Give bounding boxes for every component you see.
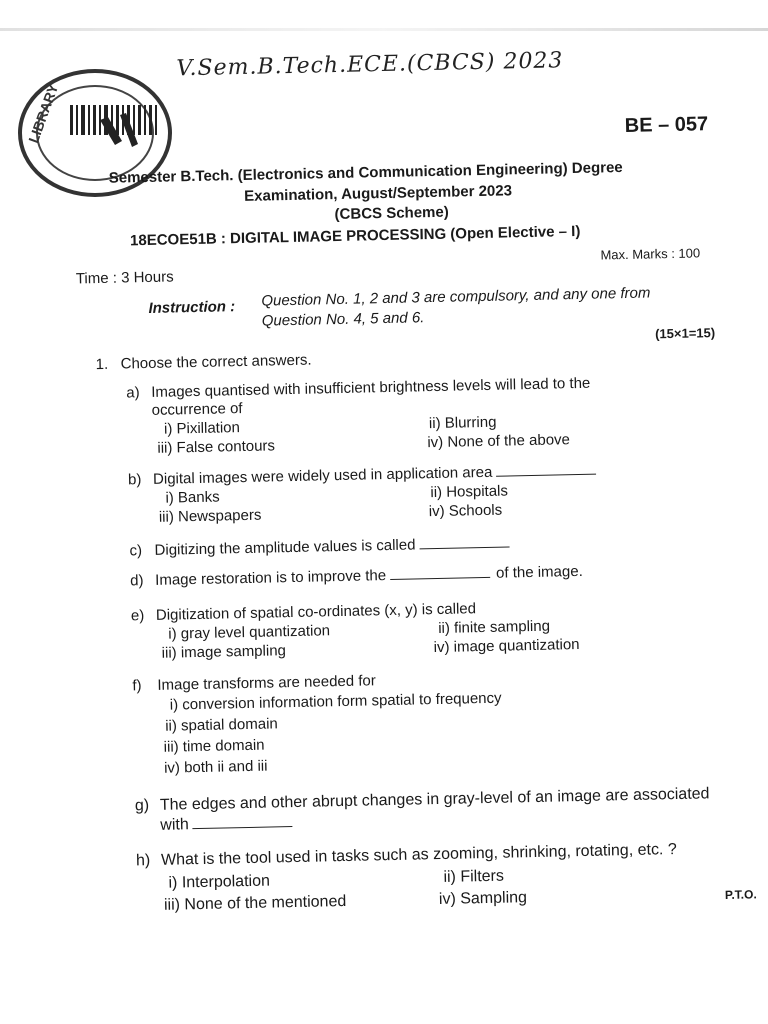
q1-text: Choose the correct answers.: [120, 351, 312, 373]
qc-label: c): [129, 542, 143, 560]
pto-note: P.T.O.: [724, 887, 757, 903]
qh-label: h): [135, 852, 151, 870]
header-line-1: Semester B.Tech. (Electronics and Communication Engineering) Degree: [108, 158, 623, 187]
qe-label: e): [130, 607, 145, 625]
paper-code: BE – 057: [624, 113, 709, 137]
qg-label: g): [134, 797, 150, 815]
qe-option-4: iv) image quantization: [433, 636, 580, 657]
qa-option-4: iv) None of the above: [427, 431, 571, 452]
max-marks: Max. Marks : 100: [600, 245, 701, 263]
qf-text: Image transforms are needed for: [157, 672, 376, 694]
qb-option-4: iv) Schools: [428, 501, 503, 521]
qg-blank: [193, 814, 293, 829]
qe-option-2: ii) finite sampling: [438, 617, 551, 637]
qh-option-1: i) Interpolation: [168, 872, 271, 892]
qe-option-1: i) gray level quantization: [168, 622, 331, 643]
header-line-3: (CBCS Scheme): [334, 203, 449, 224]
qc-text: Digitizing the amplitude values is called: [154, 536, 416, 559]
qa-line-1: Images quantised with insufficient brightness levels will lead to the: [151, 374, 591, 401]
instruction-line-1: Question No. 1, 2 and 3 are compulsory, and any one from: [261, 284, 651, 310]
svg-text:LIBRARY: LIBRARY: [25, 81, 62, 146]
qa-option-2: ii) Blurring: [428, 413, 497, 433]
qb-option-1: i) Banks: [165, 488, 220, 507]
qe-option-3: iii) image sampling: [161, 642, 287, 662]
qh-option-3: iii) None of the mentioned: [163, 892, 347, 914]
qg-line-2-wrap: [160, 814, 293, 835]
qb-text-line: [153, 462, 597, 488]
qb-text: Digital images were widely used in application area: [152, 463, 493, 488]
qd-text-line: [155, 563, 583, 589]
qb-option-3: iii) Newspapers: [158, 506, 262, 526]
qa-option-1: i) Pixillation: [163, 419, 241, 438]
time-allowed: Time : 3 Hours: [75, 268, 174, 288]
q1-number: 1.: [95, 355, 109, 374]
instruction-label: Instruction :: [148, 298, 236, 317]
qd-blank: [390, 565, 490, 580]
qa-option-3: iii) False contours: [157, 437, 276, 457]
qh-text: What is the tool used in tasks such as zooming, shrinking, rotating, etc. ?: [160, 841, 677, 869]
qh-option-2: ii) Filters: [443, 867, 505, 886]
qd-tail: of the image.: [495, 562, 583, 582]
qf-option-2: ii) spatial domain: [165, 715, 278, 735]
qc-blank: [419, 534, 509, 549]
qc-text-line: [154, 534, 509, 558]
qb-blank: [496, 462, 596, 477]
header-line-2: Examination, August/September 2023: [243, 182, 513, 205]
instruction-line-2: Question No. 4, 5 and 6.: [261, 309, 425, 330]
course-title: 18ECOE51B : DIGITAL IMAGE PROCESSING (Open Elective – I): [129, 222, 581, 250]
qb-option-2: ii) Hospitals: [430, 482, 509, 502]
qd-label: d): [130, 572, 144, 590]
qf-option-4: iv) both ii and iii: [163, 757, 268, 777]
qg-line-1: The edges and other abrupt changes in gray-level of an image are associated: [159, 785, 710, 814]
qb-label: b): [127, 471, 142, 489]
qa-label: a): [126, 384, 140, 402]
qf-option-1: i) conversion information form spatial to frequency: [169, 689, 502, 714]
qa-line-2: occurrence of: [151, 400, 243, 419]
qg-line-2: with: [160, 816, 189, 834]
q1-marks: (15×1=15): [654, 325, 716, 342]
qf-label: f): [132, 677, 142, 695]
qh-option-4: iv) Sampling: [438, 889, 528, 909]
qe-text: Digitization of spatial co-ordinates (x, y) is called: [155, 600, 477, 624]
qf-option-3: iii) time domain: [163, 736, 265, 756]
qd-text: Image restoration is to improve the: [155, 567, 387, 589]
handwritten-note: V.Sem.B.Tech.ECE.(CBCS) 2023: [176, 48, 564, 82]
